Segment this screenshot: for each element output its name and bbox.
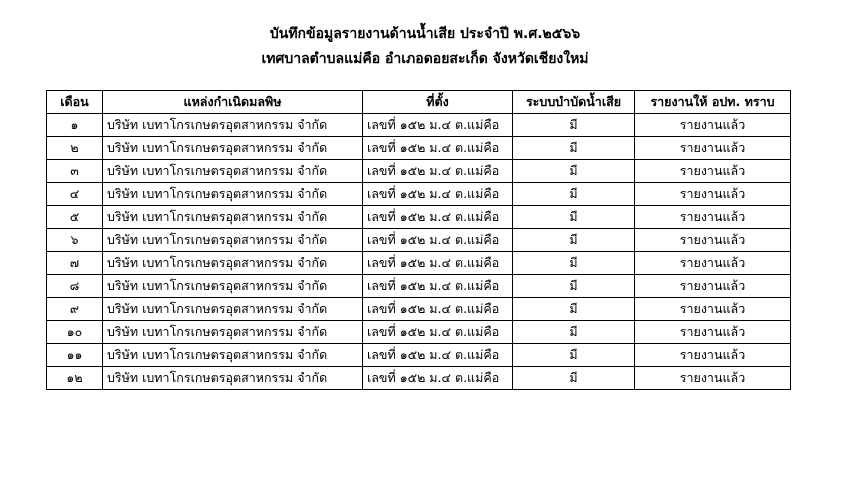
table-row	[47, 344, 791, 367]
pollution-source-cell: บริษัท เบทาโกรเกษตรอุตสาหกรรม จำกัด	[103, 321, 363, 344]
month-cell: ๒	[47, 137, 103, 160]
pollution-source-cell: บริษัท เบทาโกรเกษตรอุตสาหกรรม จำกัด	[103, 206, 363, 229]
wastewater-report-table	[46, 90, 791, 390]
table-row	[47, 298, 791, 321]
report-status-cell: รายงานแล้ว	[635, 114, 791, 137]
month-cell: ๑๑	[47, 344, 103, 367]
table-row	[47, 160, 791, 183]
treatment-system-cell: มี	[513, 183, 635, 206]
table-row	[47, 275, 791, 298]
location-cell: เลขที่ ๑๕๒ ม.๔ ต.แม่คือ	[363, 367, 513, 390]
column-header-report-status: รายงานให้ อปท. ทราบ	[635, 91, 791, 114]
pollution-source-cell: บริษัท เบทาโกรเกษตรอุตสาหกรรม จำกัด	[103, 252, 363, 275]
treatment-system-cell: มี	[513, 252, 635, 275]
location-cell: เลขที่ ๑๕๒ ม.๔ ต.แม่คือ	[363, 344, 513, 367]
location-cell: เลขที่ ๑๕๒ ม.๔ ต.แม่คือ	[363, 252, 513, 275]
location-cell: เลขที่ ๑๕๒ ม.๔ ต.แม่คือ	[363, 206, 513, 229]
pollution-source-cell: บริษัท เบทาโกรเกษตรอุตสาหกรรม จำกัด	[103, 183, 363, 206]
treatment-system-cell: มี	[513, 229, 635, 252]
table-row	[47, 114, 791, 137]
report-status-cell: รายงานแล้ว	[635, 183, 791, 206]
month-cell: ๘	[47, 275, 103, 298]
location-cell: เลขที่ ๑๕๒ ม.๔ ต.แม่คือ	[363, 275, 513, 298]
pollution-source-cell: บริษัท เบทาโกรเกษตรอุตสาหกรรม จำกัด	[103, 344, 363, 367]
column-header-treatment-system: ระบบบำบัดน้ำเสีย	[513, 91, 635, 114]
table-row	[47, 137, 791, 160]
location-cell: เลขที่ ๑๕๒ ม.๔ ต.แม่คือ	[363, 321, 513, 344]
table-header	[47, 91, 791, 114]
month-cell: ๕	[47, 206, 103, 229]
table-row	[47, 367, 791, 390]
pollution-source-cell: บริษัท เบทาโกรเกษตรอุตสาหกรรม จำกัด	[103, 114, 363, 137]
pollution-source-cell: บริษัท เบทาโกรเกษตรอุตสาหกรรม จำกัด	[103, 298, 363, 321]
treatment-system-cell: มี	[513, 367, 635, 390]
report-status-cell: รายงานแล้ว	[635, 229, 791, 252]
table-row	[47, 321, 791, 344]
report-status-cell: รายงานแล้ว	[635, 137, 791, 160]
report-status-cell: รายงานแล้ว	[635, 252, 791, 275]
table-row	[47, 183, 791, 206]
location-cell: เลขที่ ๑๕๒ ม.๔ ต.แม่คือ	[363, 114, 513, 137]
treatment-system-cell: มี	[513, 298, 635, 321]
treatment-system-cell: มี	[513, 114, 635, 137]
location-cell: เลขที่ ๑๕๒ ม.๔ ต.แม่คือ	[363, 183, 513, 206]
treatment-system-cell: มี	[513, 344, 635, 367]
month-cell: ๑๐	[47, 321, 103, 344]
pollution-source-cell: บริษัท เบทาโกรเกษตรอุตสาหกรรม จำกัด	[103, 367, 363, 390]
treatment-system-cell: มี	[513, 206, 635, 229]
treatment-system-cell: มี	[513, 160, 635, 183]
month-cell: ๙	[47, 298, 103, 321]
month-cell: ๗	[47, 252, 103, 275]
report-status-cell: รายงานแล้ว	[635, 298, 791, 321]
document-title: บันทึกข้อมูลรายงานด้านน้ำเสีย ประจำปี พ.ศ.๒๕๖๖	[269, 26, 581, 42]
location-cell: เลขที่ ๑๕๒ ม.๔ ต.แม่คือ	[363, 298, 513, 321]
pollution-source-cell: บริษัท เบทาโกรเกษตรอุตสาหกรรม จำกัด	[103, 160, 363, 183]
month-cell: ๑	[47, 114, 103, 137]
table-row	[47, 206, 791, 229]
table-row	[47, 229, 791, 252]
month-cell: ๓	[47, 160, 103, 183]
report-status-cell: รายงานแล้ว	[635, 160, 791, 183]
report-status-cell: รายงานแล้ว	[635, 206, 791, 229]
location-cell: เลขที่ ๑๕๒ ม.๔ ต.แม่คือ	[363, 137, 513, 160]
month-cell: ๑๒	[47, 367, 103, 390]
column-header-pollution-source: แหล่งกำเนิดมลพิษ	[103, 91, 363, 114]
location-cell: เลขที่ ๑๕๒ ม.๔ ต.แม่คือ	[363, 160, 513, 183]
month-cell: ๔	[47, 183, 103, 206]
column-header-month: เดือน	[47, 91, 103, 114]
table-header-row	[47, 91, 791, 114]
treatment-system-cell: มี	[513, 321, 635, 344]
report-status-cell: รายงานแล้ว	[635, 275, 791, 298]
pollution-source-cell: บริษัท เบทาโกรเกษตรอุตสาหกรรม จำกัด	[103, 229, 363, 252]
pollution-source-cell: บริษัท เบทาโกรเกษตรอุตสาหกรรม จำกัด	[103, 275, 363, 298]
document-header	[0, 22, 850, 72]
month-cell: ๖	[47, 229, 103, 252]
pollution-source-cell: บริษัท เบทาโกรเกษตรอุตสาหกรรม จำกัด	[103, 137, 363, 160]
table-row	[47, 252, 791, 275]
treatment-system-cell: มี	[513, 137, 635, 160]
treatment-system-cell: มี	[513, 275, 635, 298]
column-header-location: ที่ตั้ง	[363, 91, 513, 114]
location-cell: เลขที่ ๑๕๒ ม.๔ ต.แม่คือ	[363, 229, 513, 252]
report-status-cell: รายงานแล้ว	[635, 344, 791, 367]
table-body	[47, 114, 791, 390]
document-subtitle: เทศบาลตำบลแม่คือ อำเภอดอยสะเก็ด จังหวัดเชียงใหม่	[261, 51, 589, 67]
report-status-cell: รายงานแล้ว	[635, 367, 791, 390]
report-status-cell: รายงานแล้ว	[635, 321, 791, 344]
